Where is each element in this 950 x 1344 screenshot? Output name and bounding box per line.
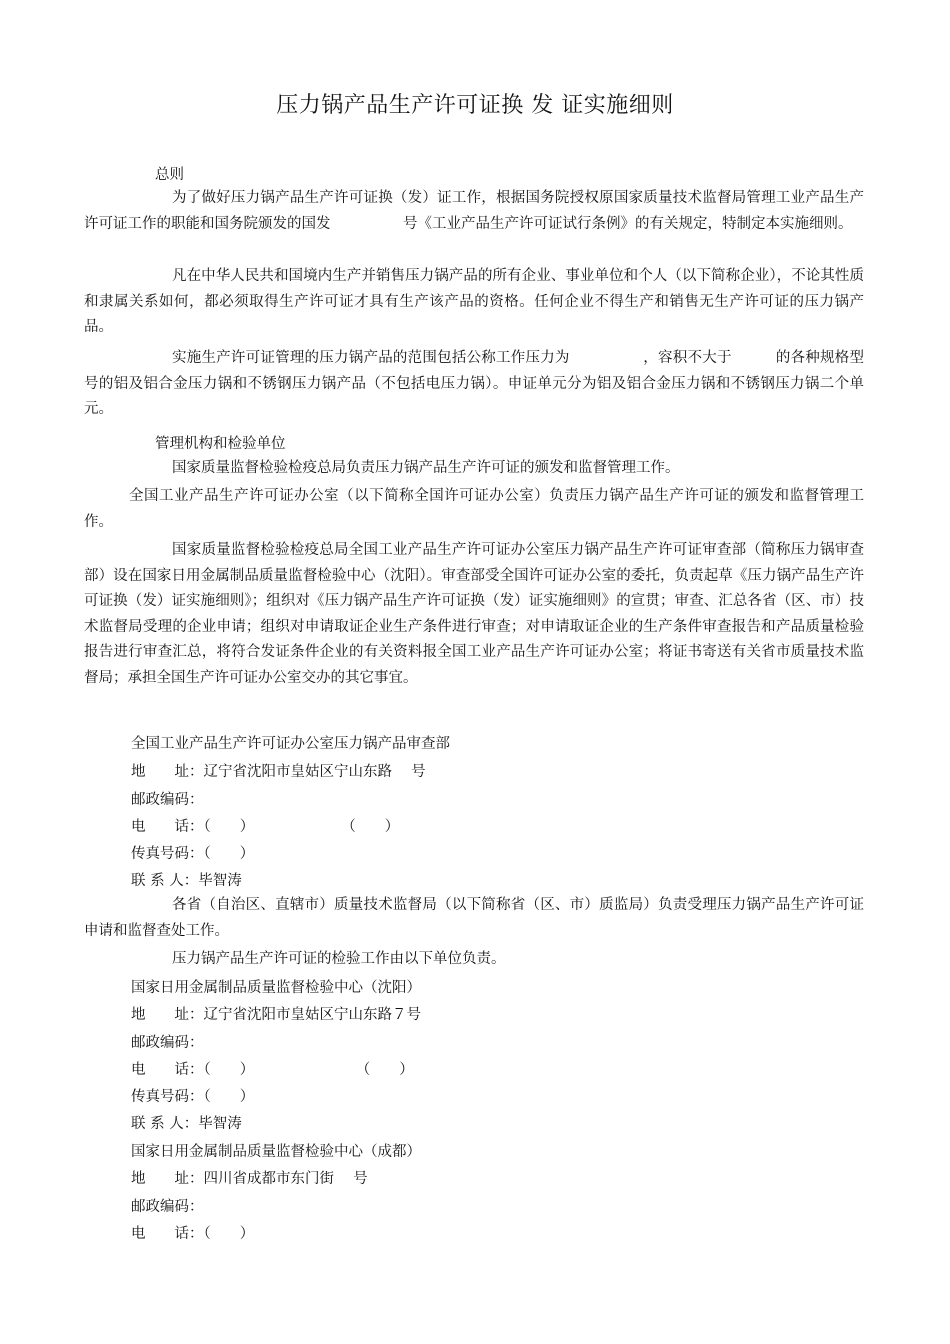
paragraph-national-office: 全国工业产品生产许可证办公室（以下简称全国许可证办公室）负责压力锅产品生产许可证的颁发和监督管理工作。 (84, 488, 864, 530)
paragraph-review-dept: 国家质量监督检验检疫总局全国工业产品生产许可证办公室压力锅产品生产许可证审查部（简称压力锅审查部）设在国家日用金属制品质量监督检验中心（沈阳）。审查部受全国许可证办公室的委托，负责起草《压力锅产品生产许可证换（发）证实施细则》；组织对《压力锅产品生产许可证换（发）证实施细则》的宣贯；审查、汇总各省（区、市）技术监督局受理的企业申请；组织对申请取证企业生产条件进行审查；对申请取证企业的生产条件审查报告和产品质量检验报告进行审查汇总，将符合发证条件企业的有关资料报全国工业产品生产许可证办公室；将证书寄送有关省市质量技术监督局；承担全国生产许可证办公室交办的其它事宜。 (84, 542, 864, 686)
review-dept-name: 全国工业产品生产许可证办公室压力锅产品审查部 (131, 736, 450, 752)
review-dept-address: 地 址：辽宁省沈阳市皇姑区宁山东路 号 (131, 764, 426, 780)
review-dept-phone: 电 话：（ ） （ ） (131, 819, 400, 835)
review-dept-contact-person: 联 系 人：毕智涛 (131, 873, 242, 889)
document-title: 压力锅产品生产许可证换 发 证实施细则 (276, 93, 674, 118)
chengdu-center-phone: 电 话：（ ） (131, 1226, 255, 1242)
chengdu-center-address: 地 址：四川省成都市东门街 号 (131, 1171, 368, 1187)
paragraph-aqsiq: 国家质量监督检验检疫总局负责压力锅产品生产许可证的颁发和监督管理工作。 (172, 460, 680, 476)
paragraph-provincial-bureaus: 各省（自治区、直辖市）质量技术监督局（以下简称省（区、市）质监局）负责受理压力锅产品生产许可证申请和监督查处工作。 (84, 897, 864, 939)
shenyang-center-name: 国家日用金属制品质量监督检验中心（沈阳） (131, 980, 421, 996)
shenyang-center-phone: 电 话：（ ） （ ） (131, 1062, 414, 1078)
section-heading-org: 管理机构和检验单位 (155, 436, 286, 452)
shenyang-center-fax: 传真号码：（ ） (131, 1089, 255, 1105)
review-dept-fax: 传真号码：（ ） (131, 846, 255, 862)
shenyang-center-contact-person: 联 系 人：毕智涛 (131, 1116, 242, 1132)
chengdu-center-postcode: 邮政编码： (131, 1199, 204, 1215)
paragraph-scope-enterprises: 凡在中华人民共和国境内生产并销售压力锅产品的所有企业、事业单位和个人（以下简称企业），不论其性质和隶属关系如何，都必须取得生产许可证才具有生产该产品的资格。任何企业不得生产和销售无生产许可证的压力锅产品。 (84, 268, 864, 335)
section-heading-general: 总则 (155, 167, 184, 183)
shenyang-center-address: 地 址：辽宁省沈阳市皇姑区宁山东路７号 (131, 1007, 421, 1023)
paragraph-scope-products: 实施生产许可证管理的压力锅产品的范围包括公称工作压力为 ，容积不大于 的各种规格型号的铝及铝合金压力锅和不锈钢压力锅产品（不包括电压力锅）。申证单元分为铝及铝合金压力锅和不锈钢压力锅二个单元。 (84, 350, 864, 417)
chengdu-center-name: 国家日用金属制品质量监督检验中心（成都） (131, 1144, 421, 1160)
review-dept-postcode: 邮政编码： (131, 792, 204, 808)
paragraph-purpose: 为了做好压力锅产品生产许可证换（发）证工作，根据国务院授权原国家质量技术监督局管理工业产品生产许可证工作的职能和国务院颁发的国发 号《工业产品生产许可证试行条例》的有关规定，特制定本实施细则。 (84, 190, 864, 232)
paragraph-inspection-units: 压力锅产品生产许可证的检验工作由以下单位负责。 (172, 951, 506, 967)
shenyang-center-postcode: 邮政编码： (131, 1035, 204, 1051)
